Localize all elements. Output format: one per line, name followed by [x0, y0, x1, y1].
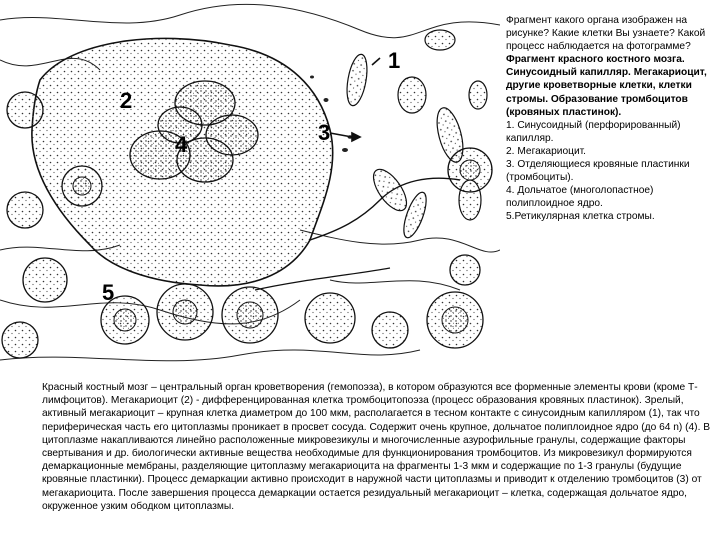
label-4: 4	[175, 132, 188, 157]
label-2: 2	[120, 88, 133, 113]
question-text: Фрагмент какого органа изображен на рисунке? Какие клетки Вы узнаете? Какой процесс наблюдается на фотограмме?	[506, 15, 706, 53]
description-block	[8, 381, 712, 513]
legend-item-5: 5.Ретикулярная клетка стромы.	[506, 211, 655, 223]
legend-item-3: 3. Отделяющиеся кровяные пластинки (тромбоциты).	[506, 159, 690, 184]
legend-item-2: 2. Мегакариоцит.	[506, 145, 587, 157]
erythrocytes	[344, 30, 487, 240]
label-3: 3	[318, 120, 331, 145]
label-1: 1	[388, 48, 401, 73]
legend-item-1: 1. Синусоидный (перфорированный) капилляр.	[506, 119, 681, 144]
answer-text: Фрагмент красного костного мозга. Синусоидный капилляр. Мегакариоцит, другие кроветворные клетки, клетки стромы. Образование тромбоцитов (кровяных пластинок).	[506, 54, 707, 118]
histology-figure	[0, 0, 500, 375]
label-5: 5	[102, 280, 115, 305]
legend-item-4: 4. Дольчатое (многолопастное) полиплоидное ядро.	[506, 185, 654, 210]
description-paragraph: Красный костный мозг – центральный орган кроветворения (гемопоэза), в котором образуются все форменные элементы крови (кроме Т-лимфоцитов). Мегакариоцит (2) - дифференцированная клетка тромбоцитопоэза (процесс образования кровяных пластинок). Зрелый, активный мегакариоцит – крупная клетка диаметром до 100 мкм, располагается в тесном контакте с синусоидным капилляром (1), так что периферическая часть его цитоплазмы проникает в просвет сосуда. Содержит очень крупное, дольчатое полиплоидное ядро (до 64 n) (4). В цитоплазме накапливаются линейно расположенные микровезикулы и многочисленные азурофильные гранулы, содержащие факторы свертывания и др. биологически активные вещества необходимые для функционирования тромбоцитов. Из микровезикул формируются демаркационные мембраны, разделяющие цитоплазму мегакариоцита на фрагменты 1-3 мкм и содержащие по 1-3 гранулы (будущие кровяные пластинки). Процесс демаркации активно происходит в наружной части цитоплазмы и приводит к отделению тромбоцитов (3) от мегакариоцита. После завершения процесса демаркации остается резидуальный мегакариоцит – клетка, содержащая дольчатое ядро, окруженное узким ободком цитоплазмы.	[42, 382, 711, 512]
side-caption	[506, 14, 712, 224]
bone-marrow-drawing	[0, 0, 500, 375]
